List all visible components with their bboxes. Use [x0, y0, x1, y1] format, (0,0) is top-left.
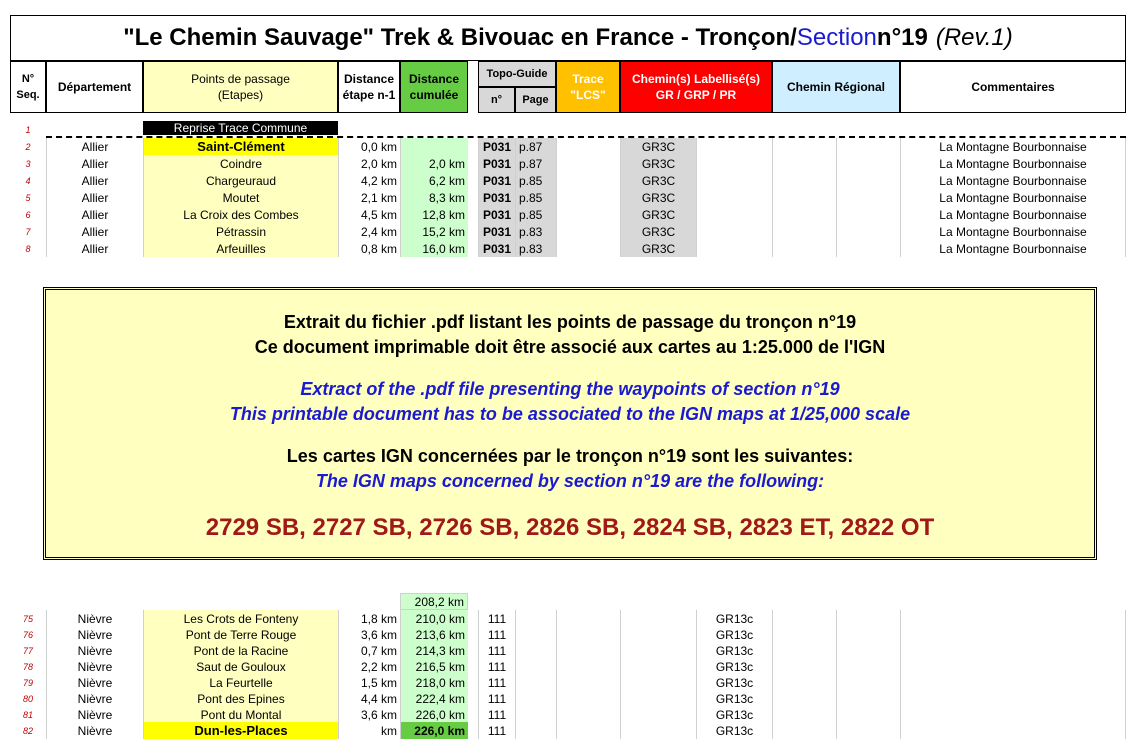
row-point-name: Pont de la Racine [143, 642, 338, 659]
row-regional-1 [772, 642, 836, 659]
table-row [0, 206, 1136, 223]
header-points: Points de passage (Etapes) [143, 61, 338, 113]
row-trace [556, 626, 620, 643]
row-point-name: Pont du Montal [143, 706, 338, 723]
row-regional-1 [772, 223, 836, 240]
row-trace [556, 706, 620, 723]
row-topo-page: p.85 [515, 172, 556, 189]
row-cumulative: 15,2 km [400, 223, 468, 240]
row-point-name: Moutet [143, 189, 338, 206]
row-trace [556, 610, 620, 627]
header-distance: Distance étape n-1 [338, 61, 400, 113]
row-departement: Allier [46, 206, 143, 223]
row-gr: GR3C [620, 172, 696, 189]
row-seq: 3 [25, 158, 31, 169]
table-row [0, 658, 1136, 675]
row-topo-page [515, 610, 556, 627]
row-regional-1 [772, 189, 836, 206]
row-label-2 [696, 155, 772, 172]
row-trace [556, 189, 620, 206]
row-seq: 80 [22, 693, 33, 704]
table-row [0, 722, 1136, 739]
row-departement: Allier [46, 223, 143, 240]
row-label-2 [696, 206, 772, 223]
row-comment [900, 658, 1126, 675]
row-gr: GR13c [696, 658, 772, 675]
row-topo-page [515, 626, 556, 643]
row-regional-2 [836, 706, 900, 723]
row-cumulative: 222,4 km [400, 690, 468, 707]
row-cumulative: 214,3 km [400, 642, 468, 659]
row-topo-n: 111 [478, 658, 515, 675]
row-label-2 [696, 189, 772, 206]
row-comment [900, 642, 1126, 659]
row-departement: Allier [46, 155, 143, 172]
title-num: n°19 [876, 24, 928, 51]
row-label-2 [696, 172, 772, 189]
row-topo-n: P031 [478, 189, 515, 206]
row-trace [556, 155, 620, 172]
row-departement: Nièvre [46, 674, 143, 691]
row-topo-page: p.87 [515, 155, 556, 172]
row-trace [556, 138, 620, 155]
row-cumulative: 16,0 km [400, 240, 468, 257]
row-regional-1 [772, 674, 836, 691]
row-topo-page: p.83 [515, 223, 556, 240]
row-departement: Allier [46, 240, 143, 257]
row-comment [900, 722, 1126, 739]
row-seq: 76 [22, 629, 33, 640]
row-comment [900, 610, 1126, 627]
row-distance: 1,8 km [338, 610, 400, 627]
row-label-1 [620, 674, 696, 691]
reprise-label: Reprise Trace Commune [143, 121, 338, 135]
row-topo-page [515, 690, 556, 707]
row-point-name: Saint-Clément [143, 138, 338, 155]
row-cumulative: 8,3 km [400, 189, 468, 206]
row-seq: 78 [22, 661, 33, 672]
row-comment [900, 690, 1126, 707]
row-label-1 [620, 642, 696, 659]
notice-maps: 2729 SB, 2727 SB, 2726 SB, 2826 SB, 2824 SB, 2823 ET, 2822 OT [205, 514, 935, 541]
header-topo-page: Page [515, 87, 556, 113]
row-distance: 3,6 km [338, 706, 400, 723]
row-topo-page [515, 674, 556, 691]
table-row [0, 240, 1136, 257]
row-departement: Nièvre [46, 722, 143, 739]
row-seq: 7 [25, 226, 31, 237]
row-trace [556, 172, 620, 189]
row-gr: GR3C [620, 223, 696, 240]
table-row [0, 155, 1136, 172]
row-trace [556, 658, 620, 675]
row-comment: La Montagne Bourbonnaise [900, 223, 1126, 240]
row-comment: La Montagne Bourbonnaise [900, 172, 1126, 189]
row-seq: 2 [25, 141, 31, 152]
row-regional-1 [772, 240, 836, 257]
row-topo-page: p.85 [515, 189, 556, 206]
row-topo-n: P031 [478, 172, 515, 189]
row-distance: 2,0 km [338, 155, 400, 172]
header-seq: N° Seq. [10, 61, 46, 113]
row-label-1 [620, 610, 696, 627]
row-point-name: Pont de Terre Rouge [143, 626, 338, 643]
page-title [10, 15, 1126, 61]
row-cumulative: 213,6 km [400, 626, 468, 643]
row-trace [556, 690, 620, 707]
row-label-1 [620, 690, 696, 707]
row-seq: 79 [22, 677, 33, 688]
table-row [0, 189, 1136, 206]
row-gr: GR13c [696, 690, 772, 707]
row-distance: 0,7 km [338, 642, 400, 659]
row-seq: 8 [25, 243, 31, 254]
header-departement: Département [46, 61, 143, 113]
cumulative-before: 208,2 km [400, 593, 468, 610]
notice-fr-line1: Extrait du fichier .pdf listant les points de passage du tronçon n°19 [283, 312, 857, 332]
row-topo-n: P031 [478, 240, 515, 257]
row-gr: GR13c [696, 706, 772, 723]
row-topo-page [515, 642, 556, 659]
row-topo-n: 111 [478, 610, 515, 627]
row-gr: GR3C [620, 155, 696, 172]
row-comment: La Montagne Bourbonnaise [900, 189, 1126, 206]
row-point-name: La Feurtelle [143, 674, 338, 691]
row-seq: 82 [22, 725, 33, 736]
row-point-name: Les Crots de Fonteny [143, 610, 338, 627]
row-trace [556, 642, 620, 659]
row-regional-1 [772, 626, 836, 643]
row-point-name: Arfeuilles [143, 240, 338, 257]
row-topo-page [515, 658, 556, 675]
notice-en-line2: This printable document has to be associated to the IGN maps at 1/25,000 scale [229, 404, 911, 424]
title-main: "Le Chemin Sauvage" Trek & Bivouac en France - Tronçon/ [123, 24, 797, 51]
row-topo-page: p.87 [515, 138, 556, 155]
row-seq: 77 [22, 645, 33, 656]
row-regional-2 [836, 206, 900, 223]
row-gr: GR13c [696, 642, 772, 659]
row-point-name: Saut de Gouloux [143, 658, 338, 675]
row-label-1 [620, 626, 696, 643]
title-rev: (Rev.1) [935, 24, 1013, 51]
row-cumulative: 2,0 km [400, 155, 468, 172]
row-point-name: Coindre [143, 155, 338, 172]
row-comment [900, 626, 1126, 643]
row-departement: Allier [46, 189, 143, 206]
row-regional-2 [836, 642, 900, 659]
row-comment [900, 674, 1126, 691]
row-seq: 81 [22, 709, 33, 720]
row-cumulative: 12,8 km [400, 206, 468, 223]
row-seq: 6 [25, 209, 31, 220]
row-departement: Allier [46, 138, 143, 155]
row-gr: GR13c [696, 626, 772, 643]
row-regional-2 [836, 674, 900, 691]
row-regional-1 [772, 138, 836, 155]
row-label-1 [620, 706, 696, 723]
row-regional-2 [836, 658, 900, 675]
row-seq: 5 [25, 192, 31, 203]
table-row [0, 626, 1136, 643]
row-label-2 [696, 138, 772, 155]
row-regional-1 [772, 722, 836, 739]
header-topo: Topo-Guide [478, 61, 556, 87]
row-comment [900, 706, 1126, 723]
row-regional-2 [836, 690, 900, 707]
row-topo-page [515, 722, 556, 739]
row-distance: 4,4 km [338, 690, 400, 707]
table-row [0, 706, 1136, 723]
row-comment: La Montagne Bourbonnaise [900, 206, 1126, 223]
row-gr: GR3C [620, 240, 696, 257]
table-row [0, 642, 1136, 659]
row-gr: GR3C [620, 138, 696, 155]
row-distance: km [338, 722, 400, 739]
row-departement: Nièvre [46, 658, 143, 675]
row-topo-n: P031 [478, 206, 515, 223]
table-row [0, 674, 1136, 691]
row-point-name: Chargeuraud [143, 172, 338, 189]
row-point-name: Pétrassin [143, 223, 338, 240]
row-topo-page [515, 706, 556, 723]
row-regional-2 [836, 626, 900, 643]
row-topo-n: 111 [478, 674, 515, 691]
row-cumulative: 226,0 km [400, 722, 468, 739]
row-point-name: Pont des Epines [143, 690, 338, 707]
row-topo-n: 111 [478, 626, 515, 643]
row-topo-n: P031 [478, 223, 515, 240]
row-distance: 4,5 km [338, 206, 400, 223]
notice-box [43, 287, 1097, 560]
row-topo-n: 111 [478, 690, 515, 707]
row-gr: GR3C [620, 189, 696, 206]
row-label-2 [696, 240, 772, 257]
row-distance: 2,4 km [338, 223, 400, 240]
row-departement: Nièvre [46, 626, 143, 643]
row-distance: 0,8 km [338, 240, 400, 257]
row-distance: 0,0 km [338, 138, 400, 155]
row-distance: 4,2 km [338, 172, 400, 189]
row-distance: 3,6 km [338, 626, 400, 643]
row-trace [556, 722, 620, 739]
row-comment: La Montagne Bourbonnaise [900, 240, 1126, 257]
row-topo-n: 111 [478, 722, 515, 739]
row-regional-1 [772, 658, 836, 675]
row-topo-n: P031 [478, 155, 515, 172]
row-trace [556, 674, 620, 691]
row-distance: 2,1 km [338, 189, 400, 206]
header-comments: Commentaires [900, 61, 1126, 113]
notice-fr-line2: Ce document imprimable doit être associé aux cartes au 1:25.000 de l'IGN [254, 337, 886, 357]
notice-fr-line3: Les cartes IGN concernées par le tronçon n°19 sont les suivantes: [286, 446, 854, 466]
row-cumulative: 210,0 km [400, 610, 468, 627]
row-departement: Nièvre [46, 706, 143, 723]
row-point-name: La Croix des Combes [143, 206, 338, 223]
row-topo-n: 111 [478, 706, 515, 723]
header-trace: Trace "LCS" [556, 61, 620, 113]
row-topo-page: p.85 [515, 206, 556, 223]
row-label-1 [620, 658, 696, 675]
row-regional-2 [836, 172, 900, 189]
row-regional-2 [836, 189, 900, 206]
row-distance: 1,5 km [338, 674, 400, 691]
row-trace [556, 223, 620, 240]
row-regional-2 [836, 722, 900, 739]
row-regional-1 [772, 155, 836, 172]
row-cumulative: 226,0 km [400, 706, 468, 723]
row-regional-2 [836, 155, 900, 172]
row-label-1 [620, 722, 696, 739]
row-regional-1 [772, 706, 836, 723]
header-labels: Chemin(s) Labellisé(s) GR / GRP / PR [620, 61, 772, 113]
row-regional-2 [836, 138, 900, 155]
row-cumulative: 6,2 km [400, 172, 468, 189]
header-cumulee: Distance cumulée [400, 61, 468, 113]
row-seq: 1 [25, 124, 31, 135]
row-cumulative: 216,5 km [400, 658, 468, 675]
row-distance: 2,2 km [338, 658, 400, 675]
row-gr: GR13c [696, 610, 772, 627]
row-departement: Nièvre [46, 610, 143, 627]
row-topo-n: P031 [478, 138, 515, 155]
header-topo-n: n° [478, 87, 515, 113]
notice-en-line3: The IGN maps concerned by section n°19 are the following: [315, 471, 825, 491]
row-cumulative [400, 138, 468, 155]
header-regional: Chemin Régional [772, 61, 900, 113]
row-departement: Allier [46, 172, 143, 189]
row-regional-2 [836, 610, 900, 627]
table-row [0, 121, 1136, 138]
row-comment: La Montagne Bourbonnaise [900, 138, 1126, 155]
row-gr: GR13c [696, 722, 772, 739]
row-gr: GR3C [620, 206, 696, 223]
row-topo-n: 111 [478, 642, 515, 659]
row-departement: Nièvre [46, 642, 143, 659]
title-section: Section [796, 24, 877, 51]
table-row [0, 610, 1136, 627]
row-trace [556, 206, 620, 223]
row-seq: 4 [25, 175, 31, 186]
table-row [0, 223, 1136, 240]
row-point-name: Dun-les-Places [143, 722, 338, 739]
notice-en-line1: Extract of the .pdf file presenting the waypoints of section n°19 [300, 379, 840, 399]
row-regional-1 [772, 690, 836, 707]
row-regional-1 [772, 206, 836, 223]
table-row [0, 138, 1136, 155]
row-regional-2 [836, 240, 900, 257]
row-comment: La Montagne Bourbonnaise [900, 155, 1126, 172]
table-row [0, 172, 1136, 189]
table-row [0, 690, 1136, 707]
row-departement: Nièvre [46, 690, 143, 707]
row-gr: GR13c [696, 674, 772, 691]
row-regional-1 [772, 610, 836, 627]
row-seq: 75 [22, 613, 33, 624]
row-label-2 [696, 223, 772, 240]
row-regional-2 [836, 223, 900, 240]
row-topo-page: p.83 [515, 240, 556, 257]
row-regional-1 [772, 172, 836, 189]
row-trace [556, 240, 620, 257]
row-cumulative: 218,0 km [400, 674, 468, 691]
